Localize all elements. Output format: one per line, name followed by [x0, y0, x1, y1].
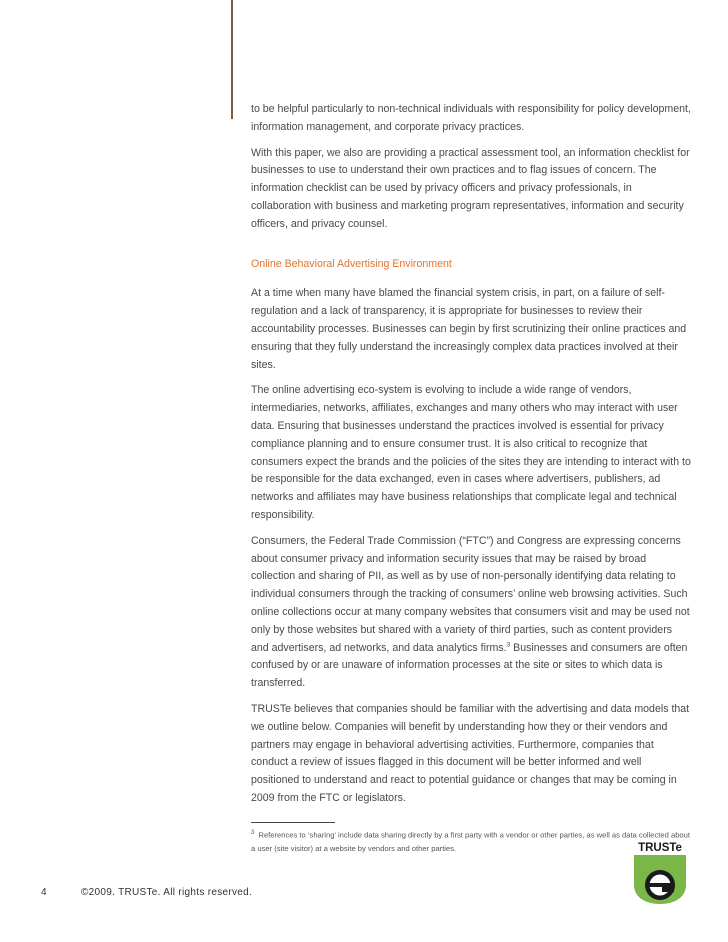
truste-e-seal-icon — [632, 855, 688, 904]
main-text-column — [251, 101, 691, 855]
footnote-divider — [251, 822, 335, 823]
paragraph-consumer-concerns-part1: Consumers, the Federal Trade Commission (“FTC”) and Congress are expressing concerns about consumer privacy and information security issues that may be raised by broad collection and sharing of PII, as well as by use of non-personally identifying data relating to individual consumers through the tracking of consumers’ online web browsing activities. Such online collections occur at many company websites that consumers visit and may be used not only by those websites but shared with a variety of third parties, such as content providers and advertisers, ad networks, and data analytics firms. — [251, 534, 690, 654]
section-heading: Online Behavioral Advertising Environment — [251, 257, 452, 270]
footnote-number: 3 — [251, 829, 255, 836]
footnote — [251, 827, 691, 856]
paragraph-consumer-concerns — [251, 533, 691, 693]
page-number: 4 — [41, 887, 47, 898]
paragraph-consumer-concerns-part2: Businesses and consumers are often confused by or are unaware of information processes at the site or sites to which data is transferred. — [251, 641, 688, 690]
copyright-notice: ©2009. TRUSTe. All rights reserved. — [81, 887, 253, 898]
paragraph-assessment-tool: With this paper, we also are providing a practical assessment tool, an information checklist for businesses to use to understand their own practices and to flag issues of concern. The information checklist can be used by privacy officers and privacy professionals, in collaboration with business and marketing program representatives, information and security officers, and privacy counsel. — [251, 146, 690, 230]
paragraph-accountability: At a time when many have blamed the financial system crisis, in part, on a failure of self-regulation and a lack of transparency, it is appropriate for businesses to review their accountability processes. Businesses can begin by first scrutinizing their online practices and ensuring that they fully understand the increasingly complex data practices involved at their sites. — [251, 287, 687, 371]
truste-logo — [632, 842, 688, 904]
footnote-text: References to ‘sharing’ include data sharing directly by a first party with a vendor or other parties, as well as data collected about a user (site visitor) at a website by vendors and other parties. — [251, 830, 690, 853]
paragraph-intro-continued: to be helpful particularly to non-technical individuals with responsibility for policy development, information management, and corporate privacy practices. — [251, 103, 691, 133]
paragraph-eco-system: The online advertising eco-system is evolving to include a wide range of vendors, intermediaries, networks, affiliates, exchanges and many others who may interact with user data. Ensuring that businesses understand the practices involved is essential for privacy compliance planning and to ensure consumer trust. It is also critical to recognize that consumers expect the brands and the policies of the sites they are intending to interact with to be responsible for the data exchanged, even in cases where advertisers, publishers, ad networks and affiliates may have business relationships that complicate legal and technical responsibility. — [251, 384, 691, 521]
footnote-reference[interactable]: 3 — [506, 640, 511, 648]
logo-wordmark: TRUSTe — [638, 842, 682, 854]
accent-vertical-rule — [231, 0, 233, 119]
paragraph-truste-beliefs: TRUSTe believes that companies should be familiar with the advertising and data models that we outline below. Companies will benefit by understanding how they or their vendors and partners may engage in behavioral advertising activities. Furthermore, companies that conduct a review of issues flagged in this document will be better informed and well positioned to understand and react to potential guidance or changes that may be coming in 2009 from the FTC or legislators. — [251, 702, 690, 804]
